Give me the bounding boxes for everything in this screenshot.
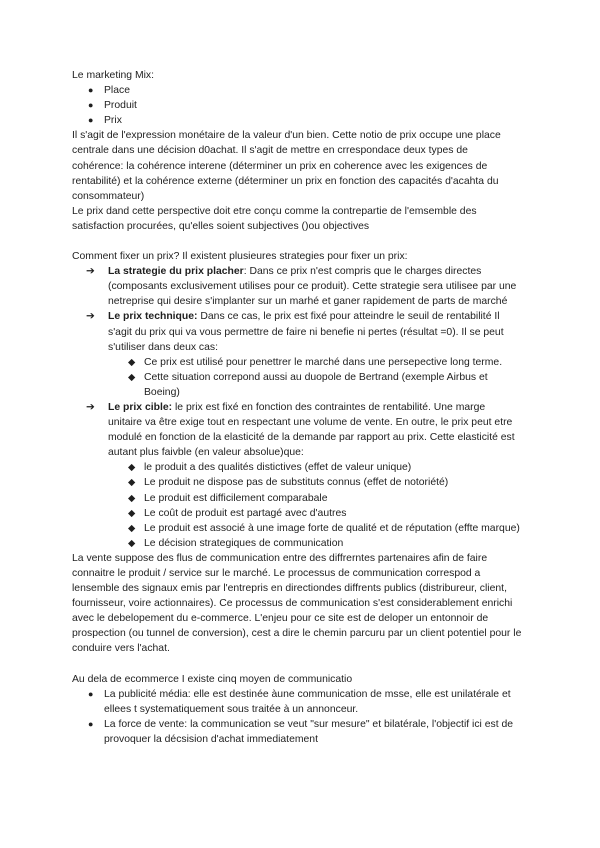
bullet-icon: ● — [88, 115, 94, 126]
diamond-bullet-icon: ◆ — [128, 522, 136, 534]
bullet-icon: ● — [88, 85, 94, 96]
list-item: ◆ Le produit est difficilement comparabale — [72, 491, 522, 506]
prix-perspective: Le prix dand cette perspective doit etre conçu comme la contrepartie de l'emsemble des satisfaction procurées, qu'elles soient subjectives ()ou objectives — [72, 205, 477, 232]
diamond-bullet-icon: ◆ — [128, 537, 136, 549]
list-item: ◆ Cette situation correpond aussi au duopole de Bertrand (exemple Airbus et Boeing) — [128, 371, 488, 398]
list-item: ● Place — [72, 83, 522, 98]
spacer — [72, 657, 522, 672]
cible-sub-list — [72, 460, 522, 551]
arrow-icon: ➔ — [86, 266, 95, 278]
diamond-bullet-icon: ◆ — [128, 477, 136, 489]
section-title: Le marketing Mix: — [72, 70, 154, 81]
strategy-item — [72, 400, 522, 460]
strategy-list-cont — [72, 400, 522, 460]
strategy-list — [72, 264, 522, 355]
diamond-bullet-icon: ◆ — [128, 371, 136, 383]
list-item: ◆ Le coût de produit est partagé avec d'autres — [72, 506, 522, 521]
list-item: ◆ Le décision strategiques de communication — [72, 536, 522, 551]
document-page — [72, 68, 522, 747]
list-item: ● La force de vente: la communication se veut "sur mesure" et bilatérale, l'objectif ici est de provoquer la décsision d'achat immediatement — [88, 718, 514, 745]
communication-paragraph: La vente suppose des flus de communication entre des diffrerntes partenaires afin de faire connaitre le produit / service sur le marché. Le processus de communication correspod a lensemble des signaux emis par l'entrepris en directiondes diffrents publics (distribureur, client, fournisseur, voire actionnaires). Ce processus de communication s'est considerablement enrichi avec le debelopement du e-commerce. L'enjeu pour ce site est de deloper un entonnoir de prospection (ou tunnel de conversion), cest a dire le chemin parcuru par un client potentiel pour le conduire vers l'achat. — [72, 552, 522, 655]
arrow-icon: ➔ — [86, 401, 95, 413]
strategy-text: : Dans ce prix n'est compris que le charges directes (composants exclusivement utilises pour ce produit). Cette strategie sera utilisee par une netreprise qui desire s'implanter sur un marhé et ganer rapidement de parts de marché — [108, 266, 517, 308]
strategy-item — [72, 264, 522, 309]
list-item: ◆ le produit a des qualités distictives (effet de valeur unique) — [72, 460, 522, 475]
strategy-text: Dans ce cas, le prix est fixé pour atteindre le seuil de rentabilité Il s'agit du prix qui va vous permettre de faire ni benefie ni pertes (résultat =0). Il se peut s'utiliser dans deux cas: — [108, 311, 504, 353]
bullet-icon: ● — [88, 688, 94, 699]
list-item: ◆ Le produit ne dispose pas de substituts connus (effet de notoriété) — [72, 475, 522, 490]
prix-definition: Il s'agit de l'expression monétaire de la valeur d'un bien. Cette notio de prix occupe une place centrale dans une décision d0achat. Il s'agit de mettre en crrespondace deux types de cohérence: la cohérence interene (déterminer un prix en coherence avec les exigences de rentabilité) et la cohérence externe (déterminer un prix en fonction des capacités d'acahta du consommateur) — [72, 130, 501, 202]
strategy-name: Le prix cible: — [108, 401, 173, 413]
ecommerce-means-list — [72, 687, 522, 747]
diamond-bullet-icon: ◆ — [128, 507, 136, 519]
strategy-text: le prix est fixé en fonction des contraintes de rentabilité. Une marge unitaire va être exige tout en respectant une volume de vente. En outre, le prix peut etre modulé en fonction de la elasticité de la demande par rapport au prix. Cette elasticité est autant plus faivble (en valeur absolue)que: — [108, 401, 515, 459]
technique-sub-list — [72, 355, 522, 400]
bullet-icon: ● — [88, 718, 94, 729]
question-line: Comment fixer un prix? Il existent plusieures strategies pour fixer un prix: — [72, 251, 408, 263]
list-item: ● La publicité média: elle est destinée àune communication de msse, elle est unilatérale et ellees t systematiquement sous traitée à un annonceur. — [88, 688, 511, 715]
mix-list — [72, 83, 522, 128]
arrow-icon: ➔ — [86, 311, 95, 323]
strategy-name: La strategie du prix placher — [108, 266, 244, 278]
diamond-bullet-icon: ◆ — [128, 492, 136, 504]
diamond-bullet-icon: ◆ — [128, 462, 136, 474]
ecommerce-intro: Au dela de ecommerce I existe cinq moyen de communicatio — [72, 673, 353, 685]
strategy-name: Le prix technique: — [108, 311, 198, 323]
strategy-item — [72, 309, 522, 354]
diamond-bullet-icon: ◆ — [128, 356, 136, 368]
list-item: ◆ Ce prix est utilisé pour penettrer le marché dans une persepective long terme. — [72, 355, 522, 370]
bullet-icon: ● — [88, 100, 94, 111]
list-item: ● Produit — [72, 98, 522, 113]
list-item: ● Prix — [72, 113, 522, 128]
spacer — [72, 234, 522, 249]
list-item: ◆ Le produit est associé à une image forte de qualité et de réputation (effte marque) — [72, 521, 522, 536]
